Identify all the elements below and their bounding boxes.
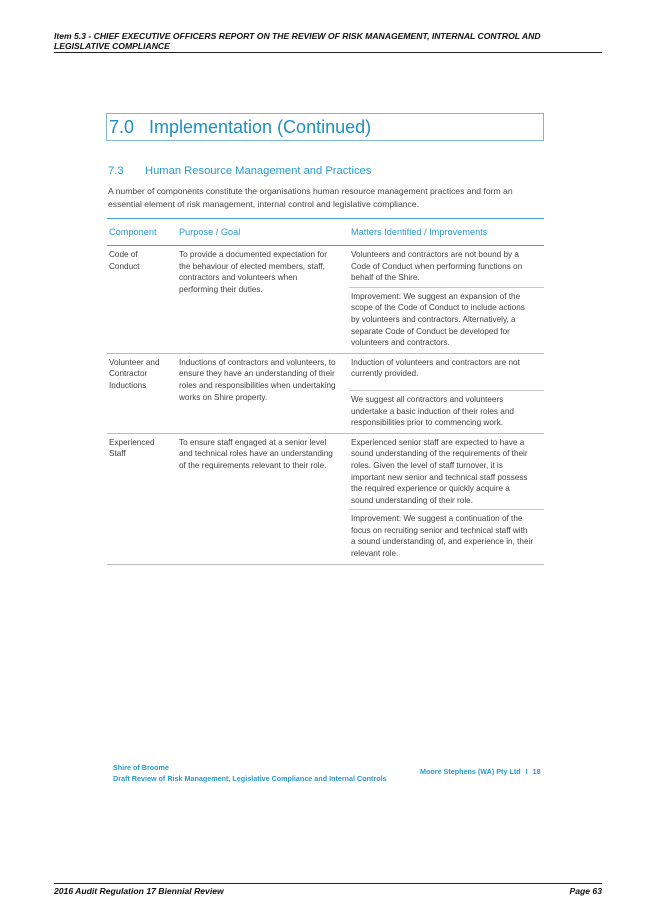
column-header-component: Component — [107, 219, 177, 246]
component-text: Volunteer and Contractor Inductions — [109, 357, 160, 390]
agenda-item-header — [54, 31, 602, 53]
component-cell — [107, 433, 177, 564]
matters-text: We suggest all contractors and volunteers undertake a basic induction of their roles and responsibilities prior to commencing work. — [351, 394, 514, 428]
header-line-2: LEGISLATIVE COMPLIANCE — [54, 41, 170, 51]
footer-firm: Moore Stephens (WA) Pty Ltd — [420, 767, 521, 776]
matters-text: Experienced senior staff are expected to have a sound understanding of the requirements of their roles. Given the level of staff turnover, it is important new senior and technical staff possess the required experience or quickly acquire a sound understanding of their role. — [351, 437, 528, 505]
component-cell — [107, 246, 177, 354]
column-header-purpose: Purpose / Goal — [177, 219, 349, 246]
hr-practices-table — [107, 218, 544, 565]
section-title-text: Implementation (Continued) — [149, 117, 372, 137]
subsection-heading — [108, 165, 371, 177]
matters-cell — [349, 390, 544, 433]
section-title — [109, 117, 371, 138]
matters-cell — [349, 353, 544, 390]
table-row — [107, 353, 544, 390]
footer-review-title: 2016 Audit Regulation 17 Biennial Review — [54, 886, 224, 896]
column-header-matters: Matters Identified / Improvements — [349, 219, 544, 246]
component-text: Code of Conduct — [109, 250, 140, 271]
header-line-1: Item 5.3 - CHIEF EXECUTIVE OFFICERS REPORT ON THE REVIEW OF RISK MANAGEMENT, INTERNAL CONTROL AND — [54, 31, 541, 41]
report-footer-right — [420, 767, 541, 776]
table-row — [107, 433, 544, 510]
purpose-cell — [177, 353, 349, 433]
matters-cell — [349, 287, 544, 353]
footer-document-title: Draft Review of Risk Management, Legislative Compliance and Internal Controls — [113, 774, 387, 783]
purpose-text: To ensure staff engaged at a senior level and technical roles have an understanding of the requirements relevant to their role. — [179, 437, 333, 470]
matters-cell — [349, 510, 544, 564]
purpose-cell — [177, 246, 349, 354]
footer-separator: I — [525, 767, 528, 776]
section-number: 7.0 — [109, 117, 135, 137]
matters-text: Induction of volunteers and contractors are not currently provided. — [351, 357, 520, 379]
purpose-text: Inductions of contractors and volunteers, to ensure they have an understanding of their roles and responsibilities when undertaking works on Shire property. — [179, 357, 336, 402]
footer-page-number: 18 — [532, 767, 541, 776]
agenda-page-footer — [54, 883, 602, 896]
subsection-number: 7.3 — [108, 165, 124, 177]
footer-organisation: Shire of Broome — [113, 763, 169, 772]
matters-text: Volunteers and contractors are not bound by a Code of Conduct when performing functions on behalf of the Shire. — [351, 250, 523, 283]
matters-cell — [349, 433, 544, 510]
matters-cell — [349, 246, 544, 288]
subsection-title: Human Resource Management and Practices — [145, 165, 372, 177]
intro-paragraph: A number of components constitute the organisations human resource management practices and form an essential element of risk management, internal control and legislative compliance. — [108, 186, 513, 209]
component-cell — [107, 353, 177, 433]
table-header-row — [107, 219, 544, 246]
agenda-page-number: Page 63 — [569, 886, 602, 896]
matters-text: Improvement: We suggest a continuation of the focus on recruiting senior and technical staff with a sound understanding of, and experience in, their relevant role. — [351, 514, 534, 559]
table-row — [107, 246, 544, 288]
purpose-cell — [177, 433, 349, 564]
matters-text: Improvement: We suggest an expansion of the scope of the Code of Conduct to include actions by volunteers and contractors. Alternatively, a separate Code of Conduct be developed for volunteers and contractors. — [351, 291, 525, 348]
report-footer-left — [113, 762, 387, 784]
purpose-text: To provide a documented expectation for the behaviour of elected members, staff, contractors and volunteers when performing their duties. — [179, 250, 327, 294]
component-text: Experienced Staff — [109, 437, 155, 459]
